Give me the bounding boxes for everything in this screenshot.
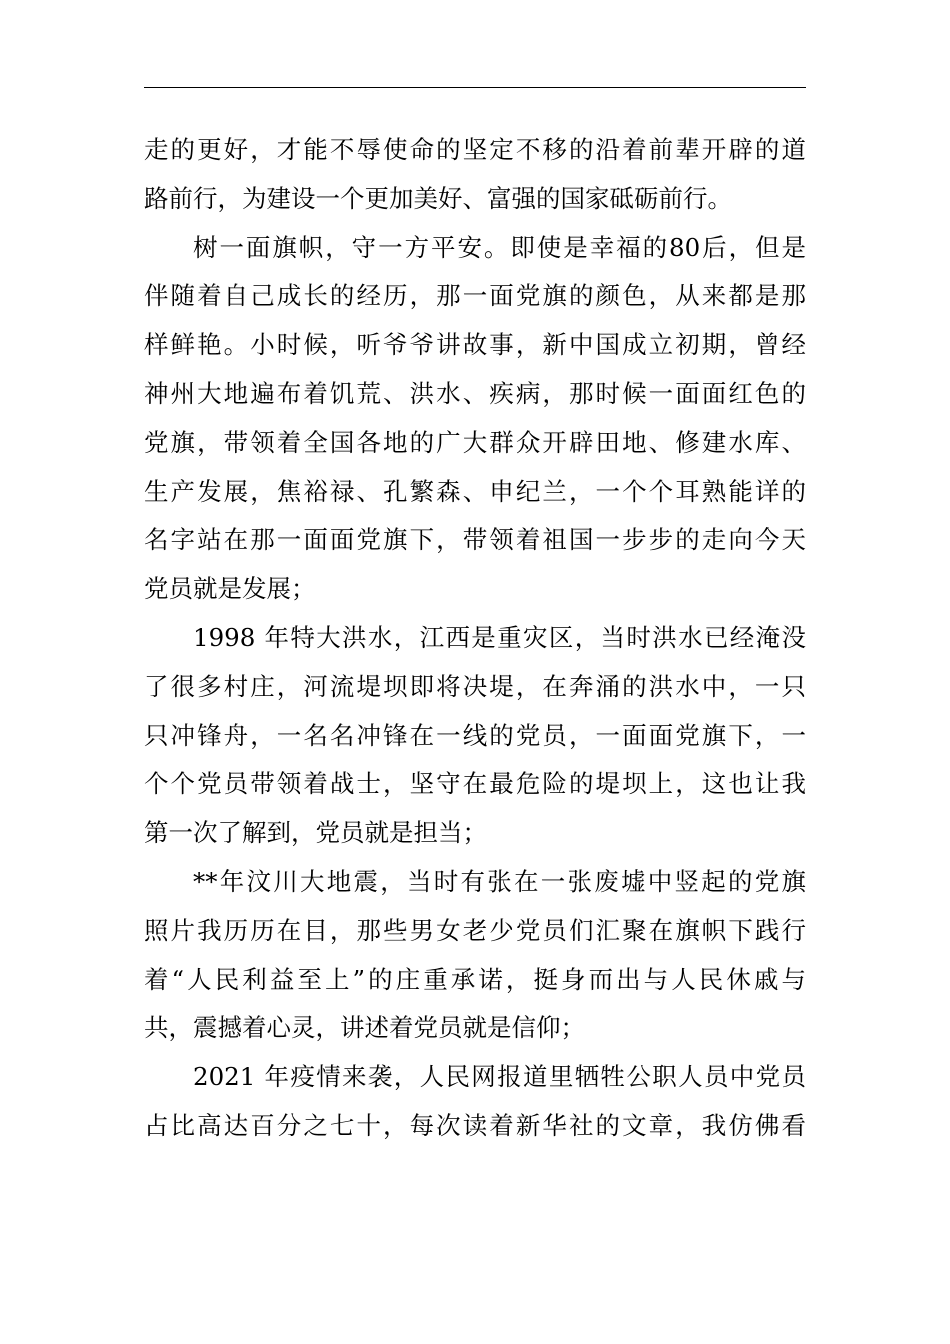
text-line: 了很多村庄，河流堤坝即将决堤，在奔涌的洪水中，一只 [144,671,806,701]
text-line: 着“人民利益至上”的庄重承诺，挺身而出与人民休戚与 [144,964,806,994]
text-line: 第一次了解到，党员就是担当； [144,818,487,848]
text-line: 路前行，为建设一个更加美好、富强的国家砥砺前行。 [144,183,732,213]
text-line: 党旗，带领着全国各地的广大群众开辟田地、修建水库、 [144,427,806,457]
text-line: 党员就是发展； [144,574,316,604]
text-line: 走的更好，才能不辱使命的坚定不移的沿着前辈开辟的道 [144,135,806,164]
document-body [144,126,806,1151]
text-line: 伴随着自己成长的经历，那一面党旗的颜色，从来都是那 [144,281,806,311]
text-line: 占比高达百分之七十，每次读着新华社的文章，我仿佛看 [144,1110,806,1140]
text-line: 只冲锋舟，一名名冲锋在一线的党员，一面面党旗下，一 [144,720,806,750]
text-line: **年汶川大地震，当时有张在一张废墟中竖起的党旗 [193,866,806,896]
text-line: 2021 年疫情来袭，人民网报道里牺牲公职人员中党员 [193,1062,806,1092]
text-line: 样鲜艳。小时候，听爷爷讲故事，新中国成立初期，曾经 [144,330,806,360]
text-line: 1998 年特大洪水，江西是重灾区，当时洪水已经淹没 [193,622,806,652]
text-line: 树一面旗帜，守一方平安。即使是幸福的80后，但是 [193,232,806,262]
text-line: 神州大地遍布着饥荒、洪水、疾病，那时候一面面红色的 [144,378,806,408]
text-line: 个个党员带领着战士，坚守在最危险的堤坝上，这也让我 [144,769,806,799]
text-line: 照片我历历在目，那些男女老少党员们汇聚在旗帜下践行 [144,915,806,945]
text-line: 共，震撼着心灵，讲述着党员就是信仰； [144,1013,585,1043]
text-line: 生产发展，焦裕禄、孔繁森、申纪兰，一个个耳熟能详的 [144,476,806,506]
header-rule [144,87,806,88]
text-line: 名字站在那一面面党旗下，带领着祖国一步步的走向今天 [144,525,806,555]
